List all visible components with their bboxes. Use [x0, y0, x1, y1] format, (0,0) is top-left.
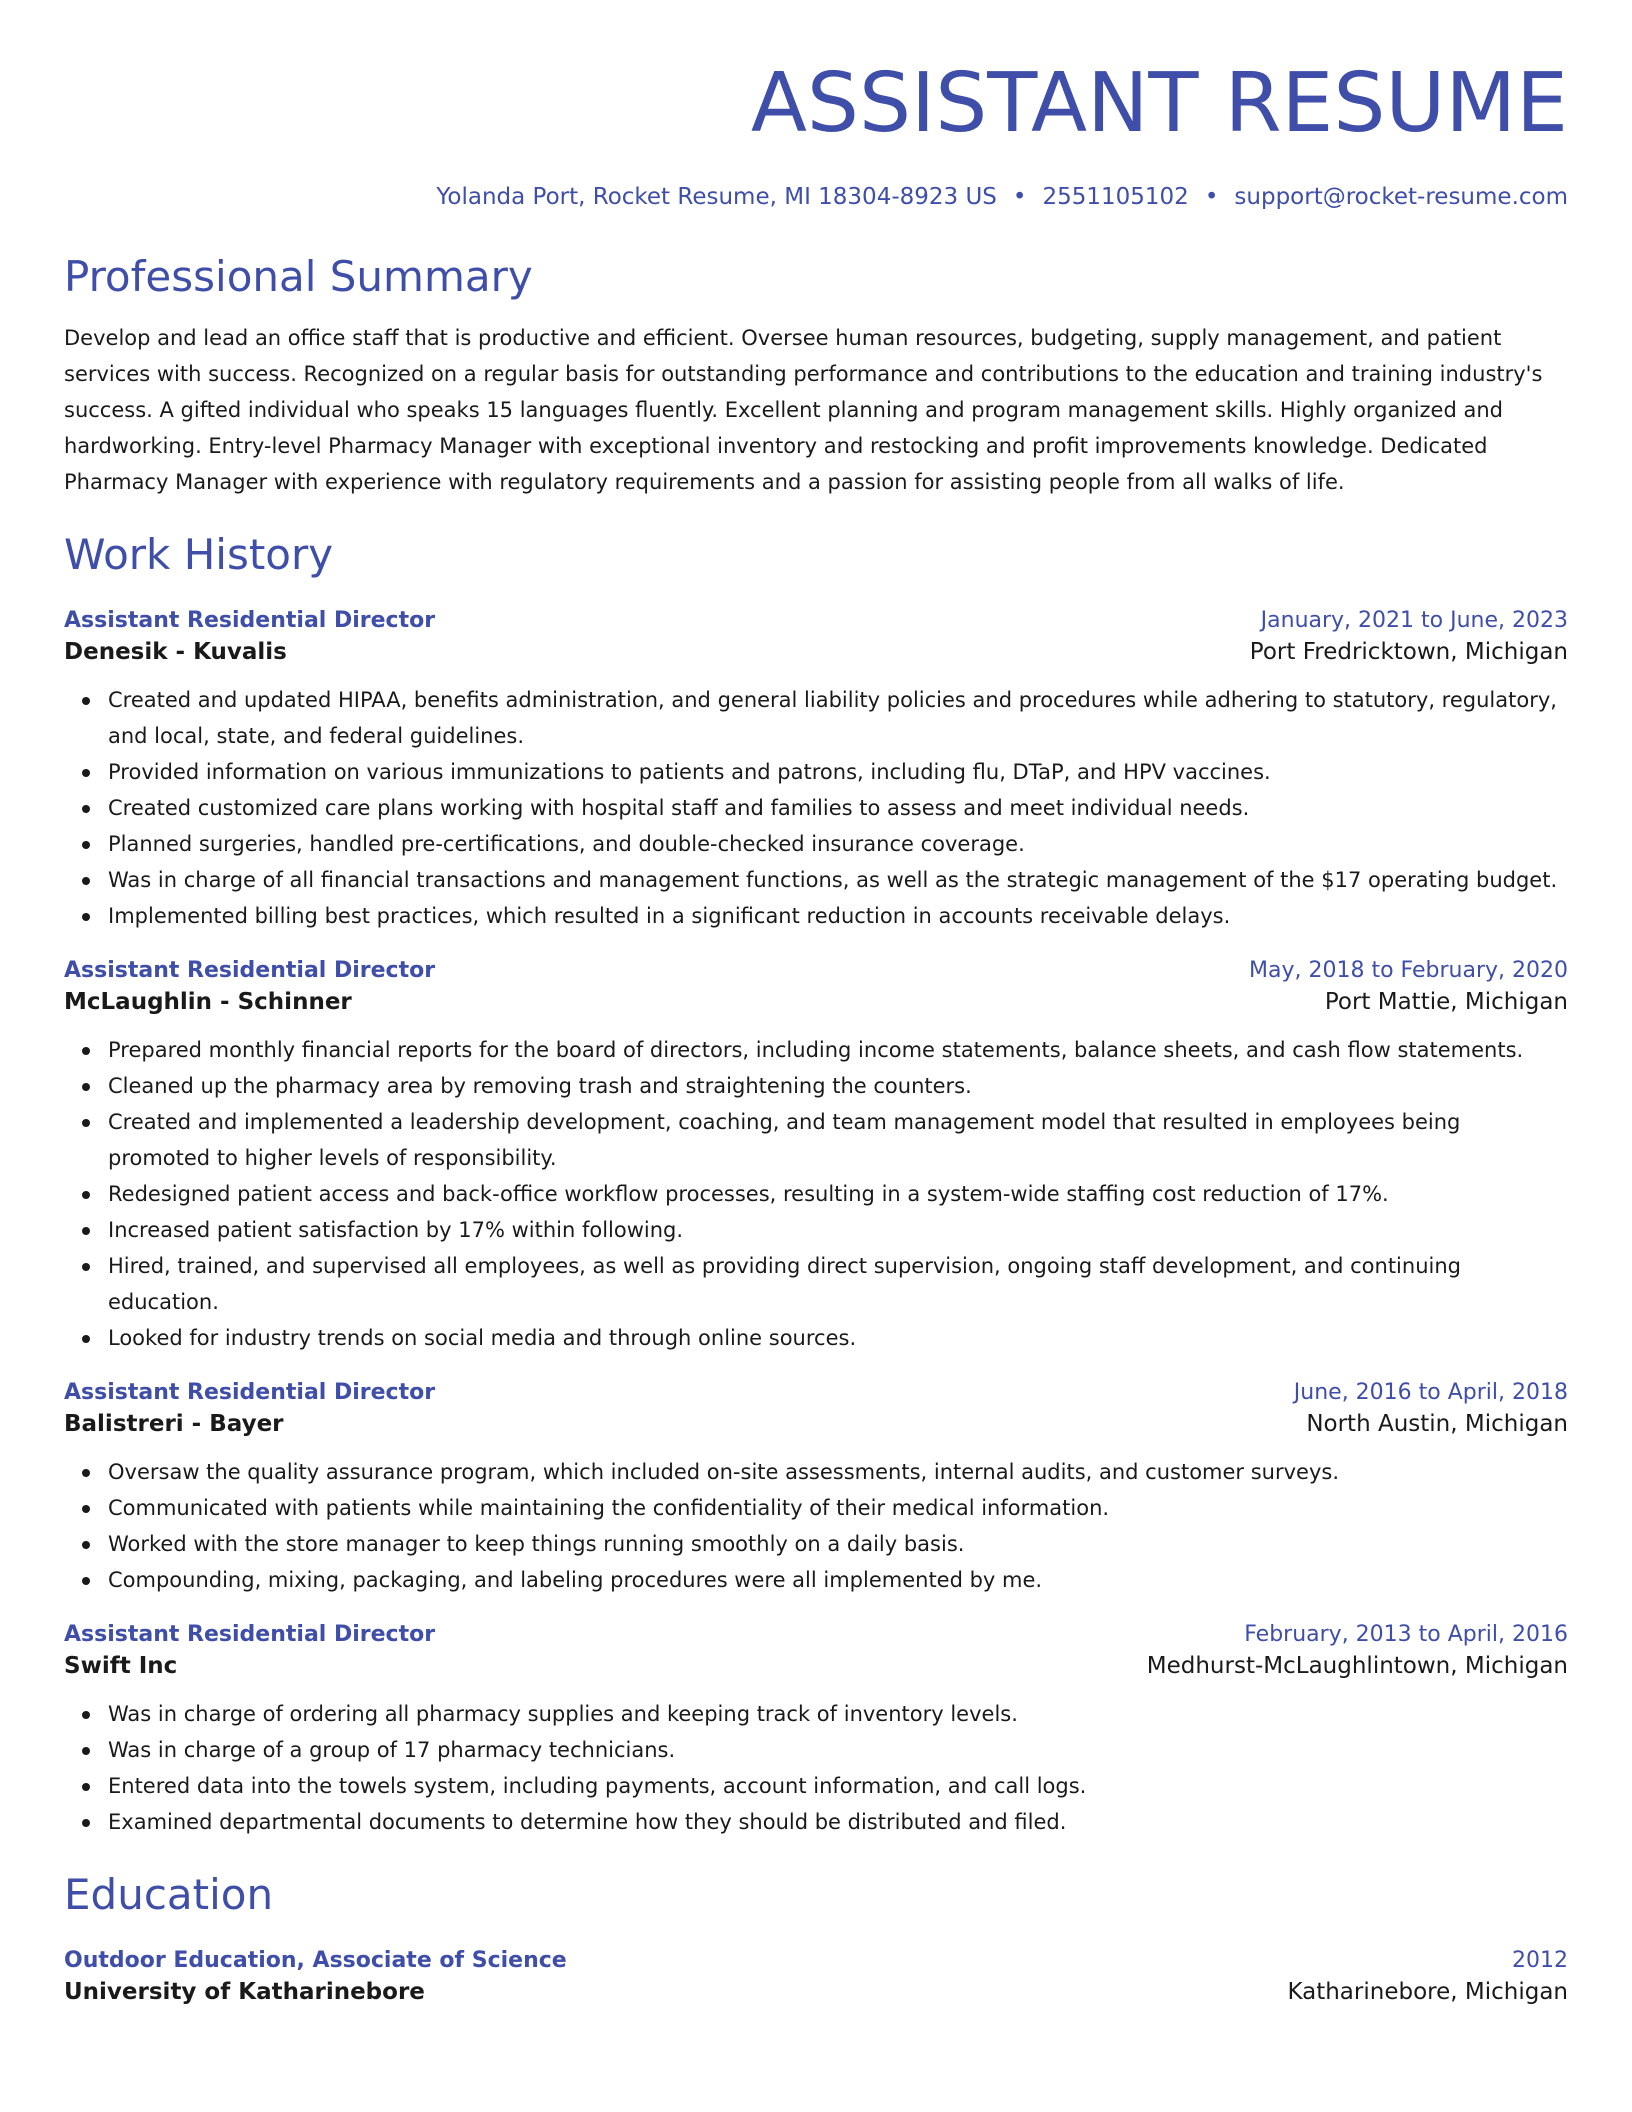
- job-company-row: [64, 1408, 1568, 1440]
- job-bullet: Communicated with patients while maintaining the confidentiality of their medical information.: [108, 1490, 1568, 1526]
- job-company: Balistreri - Bayer: [64, 1411, 284, 1437]
- education-entry: [64, 1946, 1568, 2008]
- job-title: Assistant Residential Director: [64, 958, 436, 983]
- job-bullet-list: [64, 1454, 1568, 1598]
- job-entry: [64, 956, 1568, 1356]
- job-company: Swift Inc: [64, 1653, 178, 1679]
- job-bullet: Provided information on various immunizations to patients and patrons, including flu, DTaP, and HPV vaccines.: [108, 754, 1568, 790]
- job-bullet: Compounding, mixing, packaging, and labeling procedures were all implemented by me.: [108, 1562, 1568, 1598]
- work-history-list: [64, 606, 1568, 1840]
- job-bullet: Was in charge of ordering all pharmacy supplies and keeping track of inventory levels.: [108, 1696, 1568, 1732]
- job-bullet-list: [64, 1032, 1568, 1356]
- job-bullet: Hired, trained, and supervised all employees, as well as providing direct supervision, ongoing staff development, and continuing education.: [108, 1248, 1568, 1320]
- contact-separator: •: [1204, 184, 1219, 210]
- resume-title: ASSISTANT RESUME: [750, 56, 1568, 151]
- job-entry: [64, 1378, 1568, 1598]
- job-company-row: [64, 1650, 1568, 1682]
- job-header-row: [64, 1620, 1568, 1650]
- job-location: North Austin, Michigan: [1306, 1411, 1568, 1437]
- education-list: [64, 1946, 1568, 2008]
- job-location: Port Mattie, Michigan: [1324, 989, 1568, 1015]
- job-bullet: Prepared monthly financial reports for the board of directors, including income statements, balance sheets, and cash flow statements.: [108, 1032, 1568, 1068]
- job-company-row: [64, 636, 1568, 668]
- summary-heading: Professional Summary: [64, 252, 533, 301]
- education-location: Katharinebore, Michigan: [1287, 1979, 1568, 2005]
- education-degree: Outdoor Education, Associate of Science: [64, 1948, 567, 1973]
- work-history-heading: Work History: [64, 530, 334, 579]
- job-title: Assistant Residential Director: [64, 1380, 436, 1405]
- job-company: McLaughlin - Schinner: [64, 989, 352, 1015]
- job-header-row: [64, 606, 1568, 636]
- job-bullet: Was in charge of all financial transactions and management functions, as well as the strategic management of the $17 operating budget.: [108, 862, 1568, 898]
- job-title: Assistant Residential Director: [64, 1622, 436, 1647]
- job-bullet: Worked with the store manager to keep things running smoothly on a daily basis.: [108, 1526, 1568, 1562]
- job-entry: [64, 606, 1568, 934]
- job-dates: June, 2016 to April, 2018: [1293, 1380, 1568, 1405]
- contact-line: [64, 182, 1568, 212]
- contact-separator: •: [1012, 184, 1027, 210]
- job-bullet: Created customized care plans working with hospital staff and families to assess and meet individual needs.: [108, 790, 1568, 826]
- job-company: Denesik - Kuvalis: [64, 639, 287, 665]
- contact-email[interactable]: support@rocket-resume.com: [1234, 184, 1568, 210]
- job-header-row: [64, 1378, 1568, 1408]
- job-bullet: Planned surgeries, handled pre-certifications, and double-checked insurance coverage.: [108, 826, 1568, 862]
- job-bullet: Increased patient satisfaction by 17% within following.: [108, 1212, 1568, 1248]
- contact-phone: 2551105102: [1042, 184, 1189, 210]
- job-bullet: Was in charge of a group of 17 pharmacy technicians.: [108, 1732, 1568, 1768]
- job-bullet: Entered data into the towels system, including payments, account information, and call logs.: [108, 1768, 1568, 1804]
- job-bullet: Examined departmental documents to determine how they should be distributed and filed.: [108, 1804, 1568, 1840]
- job-bullet: Oversaw the quality assurance program, which included on-site assessments, internal audits, and customer surveys.: [108, 1454, 1568, 1490]
- job-bullet: Cleaned up the pharmacy area by removing trash and straightening the counters.: [108, 1068, 1568, 1104]
- job-location: Port Fredricktown, Michigan: [1249, 639, 1568, 665]
- job-dates: May, 2018 to February, 2020: [1249, 958, 1568, 983]
- job-dates: January, 2021 to June, 2023: [1260, 608, 1568, 633]
- job-bullet: Created and updated HIPAA, benefits administration, and general liability policies and procedures while adhering to statutory, regulatory, and local, state, and federal guidelines.: [108, 682, 1568, 754]
- job-bullet: Implemented billing best practices, which resulted in a significant reduction in accounts receivable delays.: [108, 898, 1568, 934]
- job-company-row: [64, 986, 1568, 1018]
- job-header-row: [64, 956, 1568, 986]
- education-year: 2012: [1512, 1948, 1568, 1973]
- job-dates: February, 2013 to April, 2016: [1244, 1622, 1568, 1647]
- education-school-row: [64, 1976, 1568, 2008]
- job-bullet: Looked for industry trends on social media and through online sources.: [108, 1320, 1568, 1356]
- job-bullet: Created and implemented a leadership development, coaching, and team management model that resulted in employees being promoted to higher levels of responsibility.: [108, 1104, 1568, 1176]
- contact-address: Yolanda Port, Rocket Resume, MI 18304-8923 US: [436, 184, 997, 210]
- job-location: Medhurst-McLaughlintown, Michigan: [1146, 1653, 1568, 1679]
- job-bullet-list: [64, 1696, 1568, 1840]
- education-heading: Education: [64, 1870, 274, 1919]
- summary-text: Develop and lead an office staff that is productive and efficient. Oversee human resources, budgeting, supply management, and patient services with success. Recognized on a regular basis for outstanding performance and contributions to the education and training industry's success. A gifted individual who speaks 15 languages fluently. Excellent planning and program management skills. Highly organized and hardworking. Entry-level Pharmacy Manager with exceptional inventory and restocking and profit improvements knowledge. Dedicated Pharmacy Manager with experience with regulatory requirements and a passion for assisting people from all walks of life.: [64, 326, 1543, 494]
- job-entry: [64, 1620, 1568, 1840]
- education-school: University of Katharinebore: [64, 1979, 425, 2005]
- education-header-row: [64, 1946, 1568, 1976]
- resume-header: [64, 58, 1568, 212]
- job-title: Assistant Residential Director: [64, 608, 436, 633]
- job-bullet-list: [64, 682, 1568, 934]
- job-bullet: Redesigned patient access and back-office workflow processes, resulting in a system-wide staffing cost reduction of 17%.: [108, 1176, 1568, 1212]
